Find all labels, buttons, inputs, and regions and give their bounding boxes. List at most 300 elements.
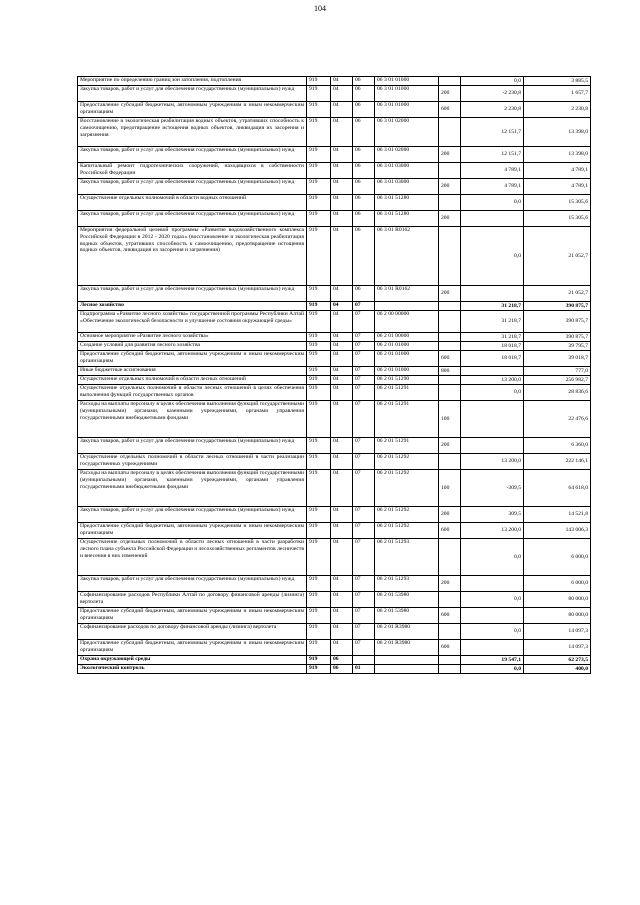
row-change-amount: [461, 401, 524, 438]
row-section-code: 04: [331, 179, 353, 195]
row-section-code: 04: [331, 311, 353, 333]
row-target-code: 06 3 01 51280: [375, 195, 439, 211]
row-expense-type: 200: [439, 86, 461, 102]
row-expense-type: [439, 163, 461, 179]
row-change-amount: 0,0: [461, 195, 524, 211]
row-total-amount: 62 273,5: [524, 656, 591, 665]
row-section-code: 04: [331, 86, 353, 102]
row-change-amount: [461, 438, 524, 454]
row-section-code: 04: [331, 333, 353, 342]
row-subsection-code: 07: [353, 333, 375, 342]
row-target-code: 06 3 01 R0162: [375, 227, 439, 286]
row-section-code: 04: [331, 507, 353, 523]
table-row: [78, 401, 591, 438]
table-row: [78, 470, 591, 507]
row-name: Закупка товаров, работ и услуг для обеспечения государственных (муниципальных) нужд: [78, 507, 307, 523]
row-name: Капитальный ремонт гидротехнических сооружений, находящихся в собственности Российской Федерации: [78, 163, 307, 179]
row-total-amount: 777,0: [524, 367, 591, 376]
row-section-code: 04: [331, 147, 353, 163]
row-total-amount: 21 052,7: [524, 227, 591, 286]
row-total-amount: 222 146,1: [524, 454, 591, 470]
row-total-amount: 256 982,7: [524, 376, 591, 385]
row-expense-type: 600: [439, 102, 461, 118]
row-section-code: 06: [331, 665, 353, 674]
row-change-amount: 4 789,1: [461, 163, 524, 179]
table-row: [78, 351, 591, 367]
row-section-code: 04: [331, 576, 353, 592]
row-name: Лесное хозяйство: [78, 302, 307, 311]
row-subsection-code: 07: [353, 640, 375, 656]
row-section-code: 04: [331, 342, 353, 351]
table-row: [78, 608, 591, 624]
row-target-code: 06 2 00 00000: [375, 311, 439, 333]
row-subsection-code: 07: [353, 385, 375, 401]
row-ministry-code: 919: [307, 333, 331, 342]
row-total-amount: 39 018,7: [524, 351, 591, 367]
row-ministry-code: 919: [307, 86, 331, 102]
row-total-amount: 14 521,8: [524, 507, 591, 523]
row-subsection-code: 07: [353, 342, 375, 351]
row-change-amount: 0,0: [461, 539, 524, 576]
row-ministry-code: 919: [307, 367, 331, 376]
row-total-amount: 390 875,7: [524, 311, 591, 333]
row-target-code: [375, 665, 439, 674]
table-row: [78, 195, 591, 211]
row-target-code: 06 3 01 R0162: [375, 286, 439, 302]
row-expense-type: 200: [439, 286, 461, 302]
row-change-amount: 13 200,0: [461, 376, 524, 385]
row-name: Софинансирование расходов Республики Алтай по договору финансовой аренды (лизинга) вертолета: [78, 592, 307, 608]
row-expense-type: [439, 624, 461, 640]
table-row: [78, 385, 591, 401]
row-subsection-code: 07: [353, 608, 375, 624]
row-ministry-code: 919: [307, 592, 331, 608]
row-change-amount: 309,5: [461, 507, 524, 523]
row-change-amount: [461, 576, 524, 592]
table-row: [78, 576, 591, 592]
row-total-amount: 21 052,7: [524, 286, 591, 302]
row-subsection-code: 06: [353, 118, 375, 147]
row-subsection-code: 06: [353, 77, 375, 86]
row-subsection-code: [353, 656, 375, 665]
row-expense-type: [439, 118, 461, 147]
row-total-amount: 4 789,1: [524, 163, 591, 179]
row-target-code: 06 3 01 01000: [375, 102, 439, 118]
row-change-amount: 0,0: [461, 624, 524, 640]
row-target-code: 06 2 01 51293: [375, 576, 439, 592]
row-target-code: 06 2 01 53980: [375, 592, 439, 608]
row-ministry-code: 919: [307, 195, 331, 211]
row-name: Осуществление отдельных полномочий в области лесных отношений в части реализации государственных учреждениями: [78, 454, 307, 470]
row-expense-type: [439, 656, 461, 665]
row-target-code: 06 2 01 51293: [375, 539, 439, 576]
row-change-amount: 13 200,0: [461, 523, 524, 539]
row-expense-type: 200: [439, 179, 461, 195]
row-target-code: 06 3 01 02000: [375, 118, 439, 147]
row-name: Закупка товаров, работ и услуг для обеспечения государственных (муниципальных) нужд: [78, 438, 307, 454]
row-total-amount: 28 836,6: [524, 385, 591, 401]
row-name: Осуществление отдельных полномочий в области лесных отношений: [78, 376, 307, 385]
table-row: [78, 342, 591, 351]
row-ministry-code: 919: [307, 311, 331, 333]
row-name: Иные бюджетные ассигнования: [78, 367, 307, 376]
row-target-code: 06 2 01 51291: [375, 401, 439, 438]
row-target-code: 06 3 01 02000: [375, 147, 439, 163]
row-target-code: [375, 302, 439, 311]
row-expense-type: [439, 333, 461, 342]
row-expense-type: 600: [439, 640, 461, 656]
row-name: Осуществление отдельных полномочий в области лесных отношений в части разработки лесного плана субъекта Российской Федерации и лесохозяйственных регламентов лесничеств и внесения в них изменений: [78, 539, 307, 576]
table-row: [78, 438, 591, 454]
row-name: Предоставление субсидий бюджетным, автономным учреждениям и иным некоммерческим организациям: [78, 608, 307, 624]
row-section-code: 04: [331, 302, 353, 311]
table-row: [78, 640, 591, 656]
table-row: [78, 624, 591, 640]
row-expense-type: 800: [439, 367, 461, 376]
row-total-amount: 1 657,7: [524, 86, 591, 102]
row-ministry-code: 919: [307, 118, 331, 147]
row-expense-type: [439, 454, 461, 470]
row-subsection-code: 07: [353, 523, 375, 539]
row-subsection-code: 01: [353, 665, 375, 674]
row-total-amount: 143 006,3: [524, 523, 591, 539]
row-section-code: 04: [331, 640, 353, 656]
table-row: [78, 77, 591, 86]
table-row: [78, 147, 591, 163]
row-subsection-code: 06: [353, 211, 375, 227]
row-target-code: 06 3 01 03000: [375, 163, 439, 179]
row-ministry-code: 919: [307, 351, 331, 367]
table-row: [78, 211, 591, 227]
row-ministry-code: 919: [307, 179, 331, 195]
row-name: Осуществление отдельных полномочий в области лесных отношений в целях обеспечения выполнения функций государственных органов: [78, 385, 307, 401]
row-target-code: 06 2 01 R3980: [375, 624, 439, 640]
row-ministry-code: 919: [307, 665, 331, 674]
row-name: Закупка товаров, работ и услуг для обеспечения государственных (муниципальных) нужд: [78, 286, 307, 302]
row-section-code: 04: [331, 608, 353, 624]
row-total-amount: 390 875,7: [524, 333, 591, 342]
row-target-code: 06 2 01 51292: [375, 454, 439, 470]
row-section-code: 04: [331, 102, 353, 118]
row-change-amount: 18 018,7: [461, 342, 524, 351]
row-expense-type: [439, 227, 461, 286]
row-total-amount: 80 000,0: [524, 592, 591, 608]
row-target-code: [375, 656, 439, 665]
row-total-amount: 14 097,3: [524, 624, 591, 640]
row-name: Закупка товаров, работ и услуг для обеспечения государственных (муниципальных) нужд: [78, 211, 307, 227]
row-expense-type: [439, 77, 461, 86]
row-name: Предоставление субсидий бюджетным, автономным учреждениям и иным некоммерческим организациям: [78, 523, 307, 539]
row-change-amount: 31 218,7: [461, 333, 524, 342]
row-subsection-code: 07: [353, 576, 375, 592]
table-row: [78, 376, 591, 385]
row-section-code: 04: [331, 227, 353, 286]
row-ministry-code: 919: [307, 376, 331, 385]
table-row: [78, 665, 591, 674]
row-expense-type: [439, 665, 461, 674]
row-expense-type: 600: [439, 608, 461, 624]
table-row: [78, 454, 591, 470]
row-expense-type: 200: [439, 576, 461, 592]
row-section-code: 04: [331, 592, 353, 608]
row-total-amount: 22 476,6: [524, 401, 591, 438]
row-subsection-code: 07: [353, 539, 375, 576]
row-change-amount: 12 151,7: [461, 118, 524, 147]
row-expense-type: [439, 195, 461, 211]
row-section-code: 04: [331, 195, 353, 211]
row-name: Предоставление субсидий бюджетным, автономным учреждениям и иным некоммерческим организациям: [78, 351, 307, 367]
row-subsection-code: 07: [353, 624, 375, 640]
row-section-code: 04: [331, 211, 353, 227]
row-ministry-code: 919: [307, 102, 331, 118]
row-name: Предоставление субсидий бюджетным, автономным учреждениям и иным некоммерческим организациям: [78, 102, 307, 118]
row-change-amount: 13 200,0: [461, 454, 524, 470]
row-total-amount: 14 097,3: [524, 640, 591, 656]
row-expense-type: [439, 539, 461, 576]
row-target-code: 06 3 01 01000: [375, 86, 439, 102]
row-change-amount: 0,0: [461, 592, 524, 608]
row-section-code: 04: [331, 385, 353, 401]
row-change-amount: -2 230,8: [461, 86, 524, 102]
row-target-code: 06 3 01 01000: [375, 77, 439, 86]
row-ministry-code: 919: [307, 227, 331, 286]
row-change-amount: 0,0: [461, 227, 524, 286]
row-change-amount: [461, 608, 524, 624]
row-subsection-code: 06: [353, 286, 375, 302]
budget-table-body: [78, 77, 591, 674]
row-total-amount: 64 618,0: [524, 470, 591, 507]
row-name: Расходы на выплаты персоналу в целях обеспечения выполнения функций государственными (муниципальными) органами, казенными учреждениями, органами управления государственными внебюджетными фондами: [78, 470, 307, 507]
row-name: Охрана окружающей среды: [78, 656, 307, 665]
table-row: [78, 333, 591, 342]
row-total-amount: 6 000,0: [524, 539, 591, 576]
table-row: [78, 539, 591, 576]
table-row: [78, 227, 591, 286]
table-row: [78, 86, 591, 102]
row-section-code: 04: [331, 367, 353, 376]
table-row: [78, 302, 591, 311]
row-total-amount: 6 000,0: [524, 576, 591, 592]
row-section-code: 06: [331, 656, 353, 665]
row-name: Подпрограмма «Развитие лесного хозяйства» государственной программы Республики Алтай «Обеспечение экологической безопасности и улучшение состояния окружающей среды»: [78, 311, 307, 333]
row-target-code: 06 3 01 03000: [375, 179, 439, 195]
row-subsection-code: 07: [353, 401, 375, 438]
row-target-code: 06 2 01 R3980: [375, 640, 439, 656]
budget-table: [77, 76, 591, 674]
row-ministry-code: 919: [307, 640, 331, 656]
row-expense-type: 600: [439, 523, 461, 539]
row-ministry-code: 919: [307, 454, 331, 470]
row-total-amount: 15 305,6: [524, 211, 591, 227]
row-change-amount: [461, 211, 524, 227]
row-expense-type: [439, 376, 461, 385]
row-change-amount: -309,5: [461, 470, 524, 507]
row-change-amount: [461, 367, 524, 376]
row-ministry-code: 919: [307, 507, 331, 523]
row-ministry-code: 919: [307, 656, 331, 665]
row-subsection-code: 07: [353, 470, 375, 507]
row-change-amount: 0,0: [461, 385, 524, 401]
row-name: Софинансирование расходов по договору финансовой аренды (лизинга) вертолета: [78, 624, 307, 640]
row-total-amount: 2 230,8: [524, 102, 591, 118]
page-number: 104: [314, 4, 326, 13]
row-ministry-code: 919: [307, 286, 331, 302]
row-subsection-code: 07: [353, 302, 375, 311]
row-subsection-code: 07: [353, 351, 375, 367]
row-name: Закупка товаров, работ и услуг для обеспечения государственных (муниципальных) нужд: [78, 179, 307, 195]
row-subsection-code: 06: [353, 147, 375, 163]
row-target-code: 06 2 01 00000: [375, 333, 439, 342]
row-subsection-code: 07: [353, 438, 375, 454]
table-row: [78, 118, 591, 147]
row-target-code: 06 2 01 51291: [375, 385, 439, 401]
row-change-amount: 31 218,7: [461, 311, 524, 333]
row-subsection-code: 07: [353, 367, 375, 376]
row-ministry-code: 919: [307, 438, 331, 454]
table-row: [78, 311, 591, 333]
row-ministry-code: 919: [307, 470, 331, 507]
row-change-amount: 12 151,7: [461, 147, 524, 163]
row-ministry-code: 919: [307, 147, 331, 163]
row-expense-type: 600: [439, 351, 461, 367]
row-ministry-code: 919: [307, 624, 331, 640]
row-subsection-code: 07: [353, 507, 375, 523]
row-target-code: 06 2 01 53980: [375, 608, 439, 624]
row-total-amount: 3 885,5: [524, 77, 591, 86]
row-ministry-code: 919: [307, 608, 331, 624]
row-change-amount: 31 218,7: [461, 302, 524, 311]
row-expense-type: 200: [439, 507, 461, 523]
row-name: Закупка товаров, работ и услуг для обеспечения государственных (муниципальных) нужд: [78, 147, 307, 163]
row-expense-type: 200: [439, 438, 461, 454]
row-change-amount: [461, 640, 524, 656]
row-name: Закупка товаров, работ и услуг для обеспечения государственных (муниципальных) нужд: [78, 576, 307, 592]
row-name: Основное мероприятие «Развитие лесного хозяйства»: [78, 333, 307, 342]
row-total-amount: 6 360,0: [524, 438, 591, 454]
row-name: Восстановление и экологическая реабилитация водных объектов, утративших способность к самоочищению, предотвращение истощения водных объектов, ликвидация их засорения и загрязнения: [78, 118, 307, 147]
row-section-code: 04: [331, 376, 353, 385]
row-ministry-code: 919: [307, 539, 331, 576]
row-ministry-code: 919: [307, 576, 331, 592]
row-expense-type: 200: [439, 147, 461, 163]
row-section-code: 04: [331, 118, 353, 147]
row-target-code: 06 2 01 51292: [375, 523, 439, 539]
row-name: Закупка товаров, работ и услуг для обеспечения государственных (муниципальных) нужд: [78, 86, 307, 102]
row-subsection-code: 07: [353, 311, 375, 333]
row-subsection-code: 07: [353, 592, 375, 608]
row-expense-type: [439, 592, 461, 608]
row-target-code: 06 2 01 01000: [375, 367, 439, 376]
row-expense-type: 100: [439, 401, 461, 438]
row-section-code: 04: [331, 624, 353, 640]
row-total-amount: 15 305,6: [524, 195, 591, 211]
row-section-code: 04: [331, 438, 353, 454]
table-row: [78, 163, 591, 179]
row-subsection-code: 06: [353, 227, 375, 286]
table-row: [78, 179, 591, 195]
row-subsection-code: 06: [353, 86, 375, 102]
row-target-code: 06 2 01 51292: [375, 507, 439, 523]
row-expense-type: [439, 385, 461, 401]
row-section-code: 04: [331, 77, 353, 86]
row-expense-type: 200: [439, 211, 461, 227]
row-target-code: 06 2 01 01000: [375, 342, 439, 351]
row-name: Создание условий для развития лесного хозяйства: [78, 342, 307, 351]
row-total-amount: 13 398,0: [524, 118, 591, 147]
row-ministry-code: 919: [307, 523, 331, 539]
table-row: [78, 102, 591, 118]
row-section-code: 04: [331, 523, 353, 539]
table-row: [78, 507, 591, 523]
row-subsection-code: 06: [353, 179, 375, 195]
row-ministry-code: 919: [307, 385, 331, 401]
row-subsection-code: 07: [353, 454, 375, 470]
row-ministry-code: 919: [307, 77, 331, 86]
row-section-code: 04: [331, 351, 353, 367]
row-name: Расходы на выплаты персоналу в целях обеспечения выполнения функций государственными (муниципальными) органами, казенными учреждениями, органами управления государственными внебюджетными фондами: [78, 401, 307, 438]
row-subsection-code: 07: [353, 376, 375, 385]
row-change-amount: 2 230,8: [461, 102, 524, 118]
row-name: Осуществление отдельных полномочий в области водных отношений: [78, 195, 307, 211]
row-total-amount: 13 398,0: [524, 147, 591, 163]
row-change-amount: 4 789,1: [461, 179, 524, 195]
row-subsection-code: 06: [353, 195, 375, 211]
row-target-code: 06 2 01 51292: [375, 470, 439, 507]
table-row: [78, 367, 591, 376]
row-change-amount: 0,0: [461, 665, 524, 674]
row-section-code: 04: [331, 401, 353, 438]
row-target-code: 06 2 01 51291: [375, 438, 439, 454]
row-subsection-code: 06: [353, 163, 375, 179]
row-target-code: 06 2 01 01000: [375, 351, 439, 367]
row-ministry-code: 919: [307, 342, 331, 351]
row-total-amount: 4 789,1: [524, 179, 591, 195]
row-total-amount: 390 875,7: [524, 302, 591, 311]
row-ministry-code: 919: [307, 211, 331, 227]
row-expense-type: [439, 302, 461, 311]
row-expense-type: [439, 342, 461, 351]
row-ministry-code: 919: [307, 302, 331, 311]
row-expense-type: [439, 311, 461, 333]
row-name: Мероприятие по определению границ зон затопления, подтопления: [78, 77, 307, 86]
row-name: Экологический контроль: [78, 665, 307, 674]
table-row: [78, 656, 591, 665]
row-section-code: 04: [331, 539, 353, 576]
table-row: [78, 592, 591, 608]
row-change-amount: 0,0: [461, 77, 524, 86]
row-total-amount: 400,0: [524, 665, 591, 674]
row-total-amount: 80 000,0: [524, 608, 591, 624]
row-section-code: 04: [331, 470, 353, 507]
table-row: [78, 523, 591, 539]
row-ministry-code: 919: [307, 163, 331, 179]
row-change-amount: 18 018,7: [461, 351, 524, 367]
row-change-amount: [461, 286, 524, 302]
row-section-code: 04: [331, 286, 353, 302]
row-name: Мероприятия федеральной целевой программы «Развитие водохозяйственного комплекса Российской Федерации в 2012 - 2020 годах» (восстановление и экологическая реабилитация водных объектов, утративших способность к самоочищению, предотвращение истощения водных объектов, ликвидация их засорения и загрязнения): [78, 227, 307, 286]
row-target-code: 06 2 01 51290: [375, 376, 439, 385]
row-change-amount: 19 547,1: [461, 656, 524, 665]
row-section-code: 04: [331, 163, 353, 179]
row-name: Предоставление субсидий бюджетным, автономным учреждениям и иным некоммерческим организациям: [78, 640, 307, 656]
row-subsection-code: 06: [353, 102, 375, 118]
row-expense-type: 100: [439, 470, 461, 507]
table-row: [78, 286, 591, 302]
row-ministry-code: 919: [307, 401, 331, 438]
row-target-code: 06 3 01 51280: [375, 211, 439, 227]
row-section-code: 04: [331, 454, 353, 470]
row-total-amount: 39 795,7: [524, 342, 591, 351]
